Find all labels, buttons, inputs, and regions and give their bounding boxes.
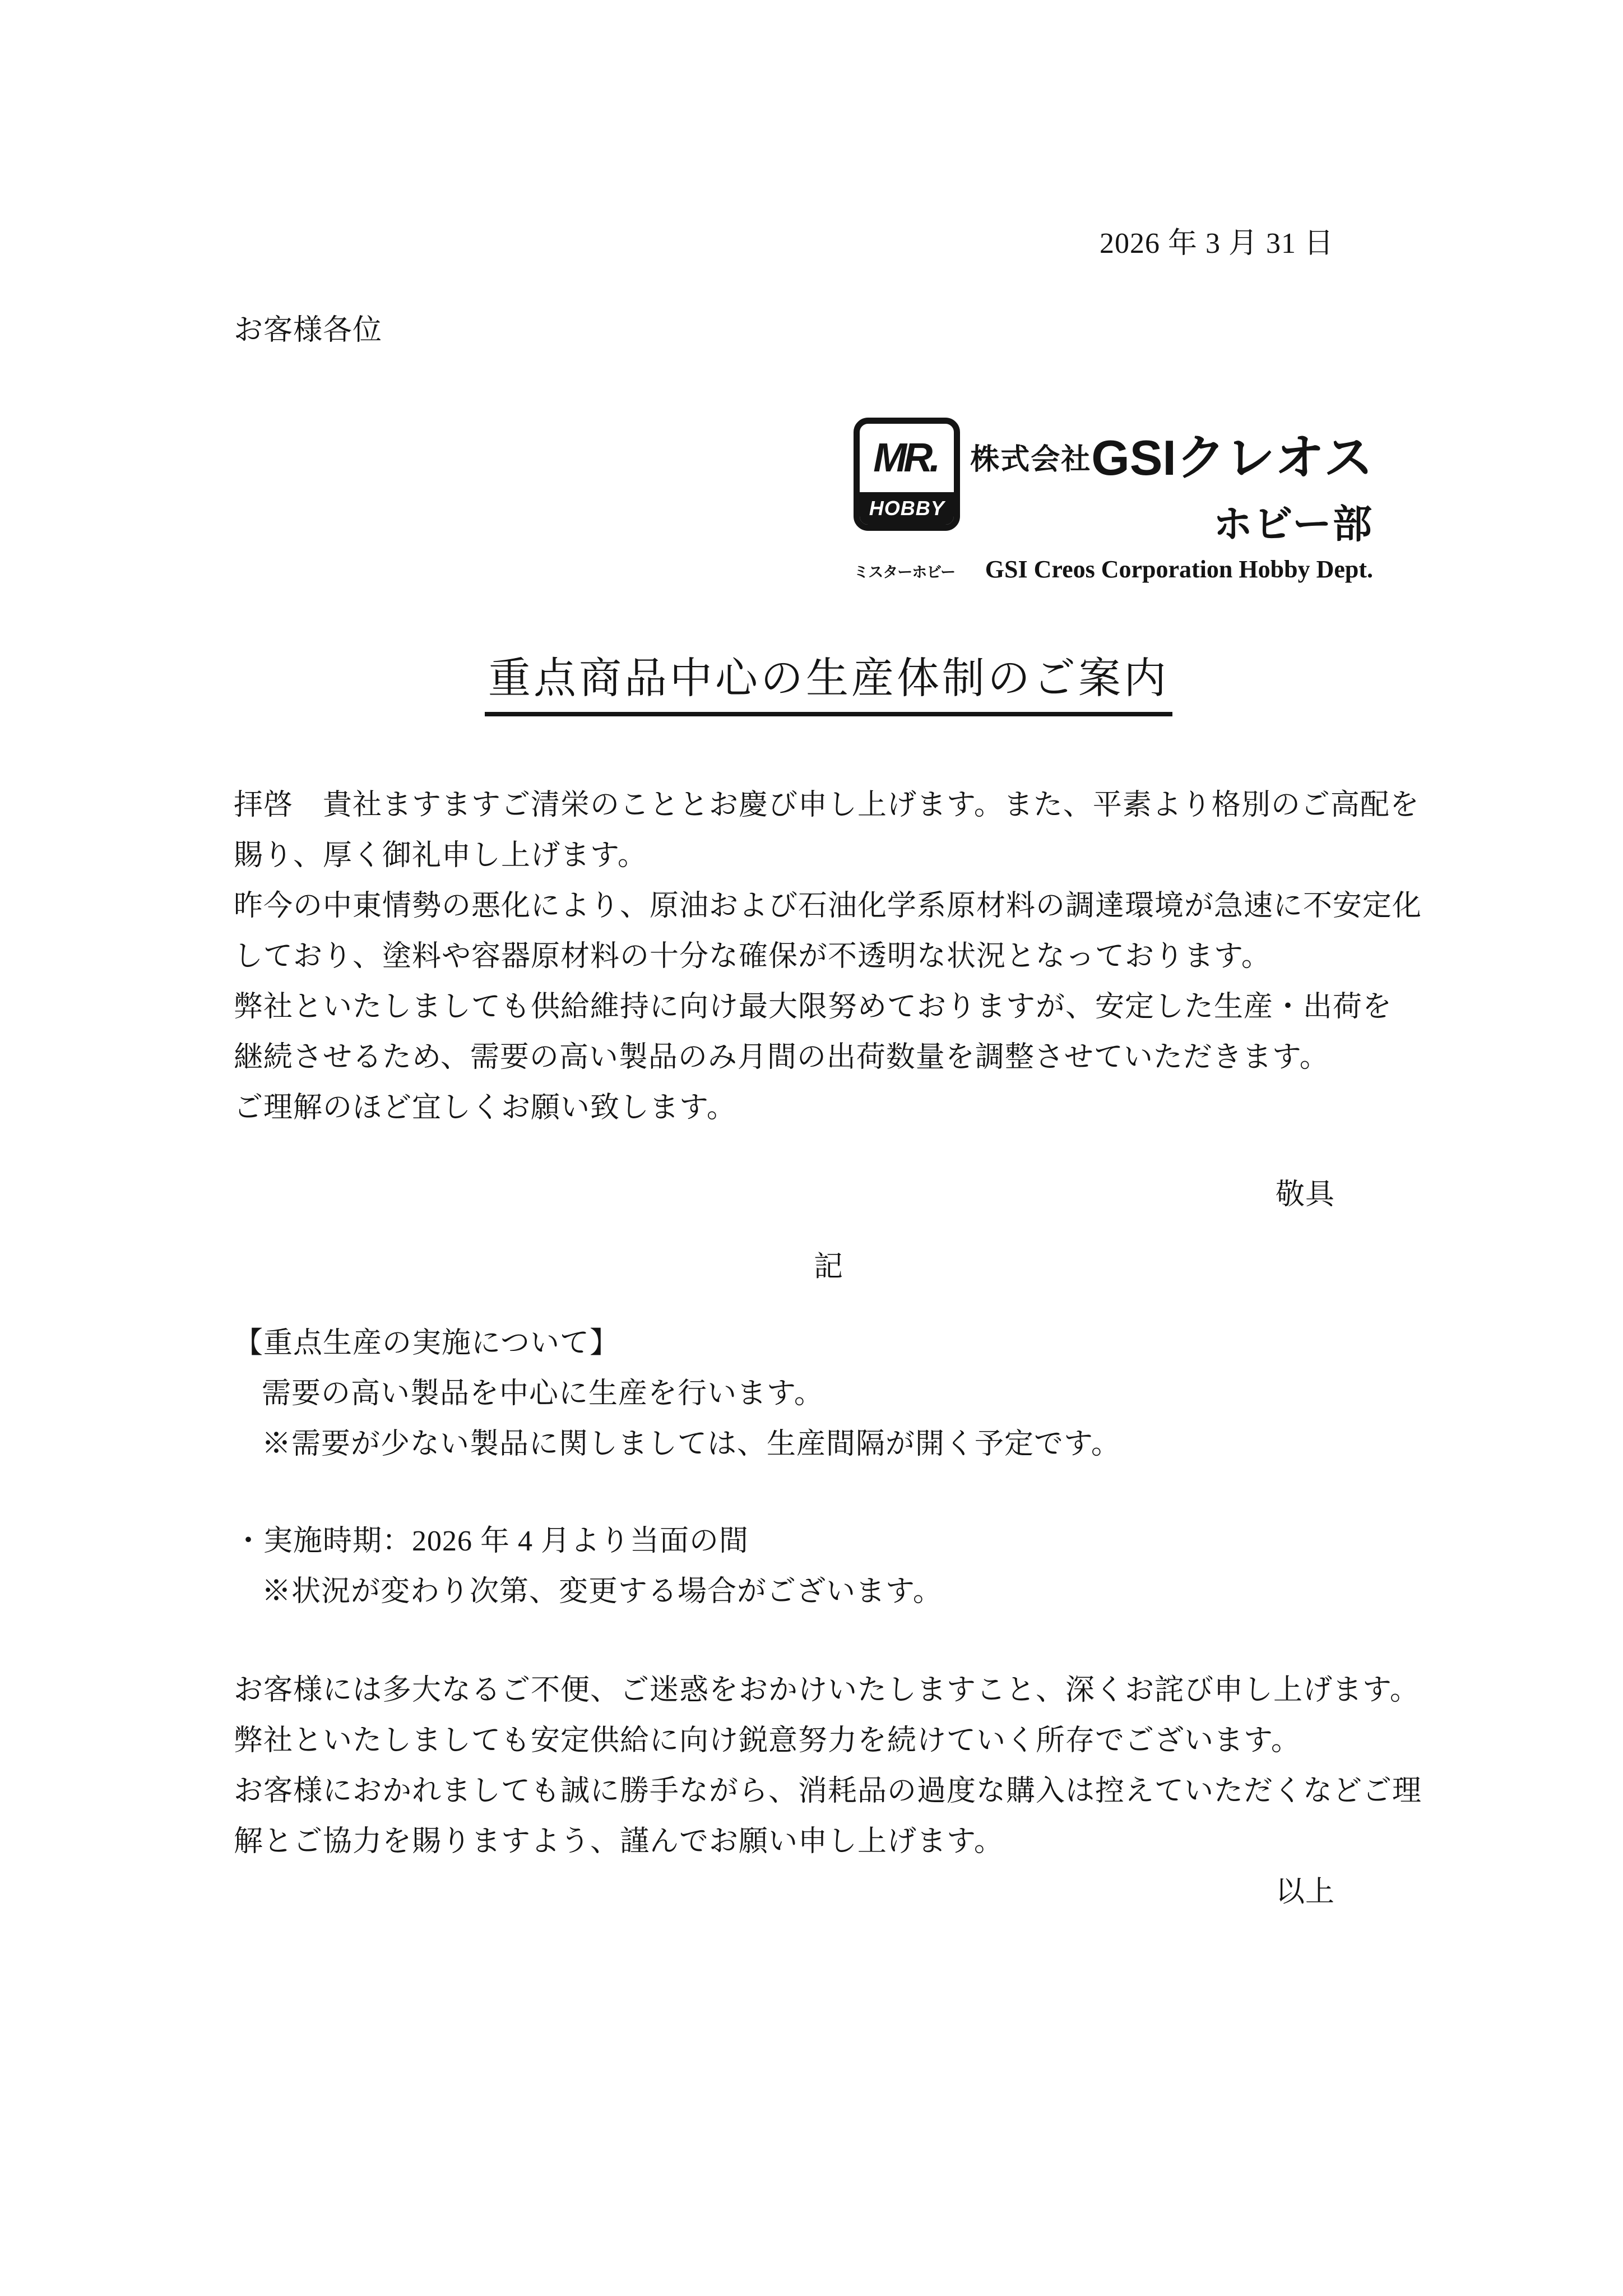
ijou-end-marker: 以上	[1275, 1876, 1335, 1908]
greeting-paragraph	[234, 780, 1423, 1133]
focus-production-section	[234, 1318, 1423, 1470]
closing-line: 解とご協力を賜りますよう、謹んでお願い申し上げます。	[234, 1826, 1004, 1858]
letter-date: 2026 年 3 月 31 日	[1099, 228, 1334, 260]
greeting-line: 継続させるため、需要の高い製品のみ月間の出荷数量を調整させていただきます。	[234, 1041, 1329, 1073]
greeting-line: 昨今の中東情勢の悪化により、原油および石油化学系原材料の調達環境が急速に不安定化	[234, 890, 1422, 922]
company-department: ホビー部	[1213, 502, 1373, 546]
closing-line: お客様におかれましても誠に勝手ながら、消耗品の過度な購入は控えていただくなどご理	[234, 1775, 1422, 1807]
logo-katakana: ミスターホビー	[854, 564, 956, 581]
letter-content	[234, 0, 1423, 1918]
focus-section-note: ※需要が少ない製品に関しましては、生産間隔が開く予定です。	[262, 1428, 1121, 1460]
period-line: ・実施時期：2026 年 4 月より当面の間	[234, 1525, 749, 1557]
implementation-period-section	[234, 1516, 1423, 1617]
closing-line: お客様には多大なるご不便、ご迷惑をおかけいたしますこと、深くお詫び申し上げます。	[234, 1674, 1420, 1706]
logo-mr-text: MR.	[873, 436, 938, 480]
letter-title: 重点商品中心の生産体制のご案内	[485, 654, 1172, 716]
closing-line: 弊社といたしましても安定供給に向け鋭意努力を続けていく所存でございます。	[234, 1725, 1301, 1757]
period-note: ※状況が変わり次第、変更する場合がございます。	[262, 1576, 943, 1608]
company-name: GSIクレオス	[1091, 430, 1373, 485]
greeting-line: 弊社といたしましても供給維持に向け最大限努めておりますが、安定した生産・出荷を	[234, 991, 1393, 1023]
mr-hobby-logo-icon	[854, 418, 960, 531]
company-name-block	[970, 419, 1373, 549]
company-english-name: GSI Creos Corporation Hobby Dept.	[985, 556, 1373, 583]
recipient: お客様各位	[234, 314, 383, 346]
greeting-line: 拝啓 貴社ますますご清栄のこととお慶び申し上げます。また、平素より格別のご高配を	[234, 789, 1420, 821]
ki-record-marker: 記	[813, 1251, 843, 1283]
logo-top-row	[854, 418, 1373, 549]
company-logo-block	[854, 418, 1373, 584]
greeting-line: しており、塗料や容器原材料の十分な確保が不透明な状況となっております。	[234, 941, 1271, 973]
company-prefix: 株式会社	[970, 443, 1092, 476]
keigu-closing-word: 敬具	[1275, 1179, 1335, 1211]
greeting-line: 賜り、厚く御礼申し上げます。	[234, 840, 647, 872]
company-name-line	[970, 419, 1373, 489]
closing-paragraph	[234, 1665, 1423, 1867]
greeting-line: ご理解のほど宜しくお願い致します。	[234, 1092, 736, 1124]
logo-bottom-row	[854, 555, 1373, 584]
focus-section-line: 需要の高い製品を中心に生産を行います。	[262, 1378, 824, 1410]
focus-section-heading: 【重点生産の実施について】	[234, 1327, 619, 1359]
logo-hobby-text: HOBBY	[860, 492, 954, 525]
